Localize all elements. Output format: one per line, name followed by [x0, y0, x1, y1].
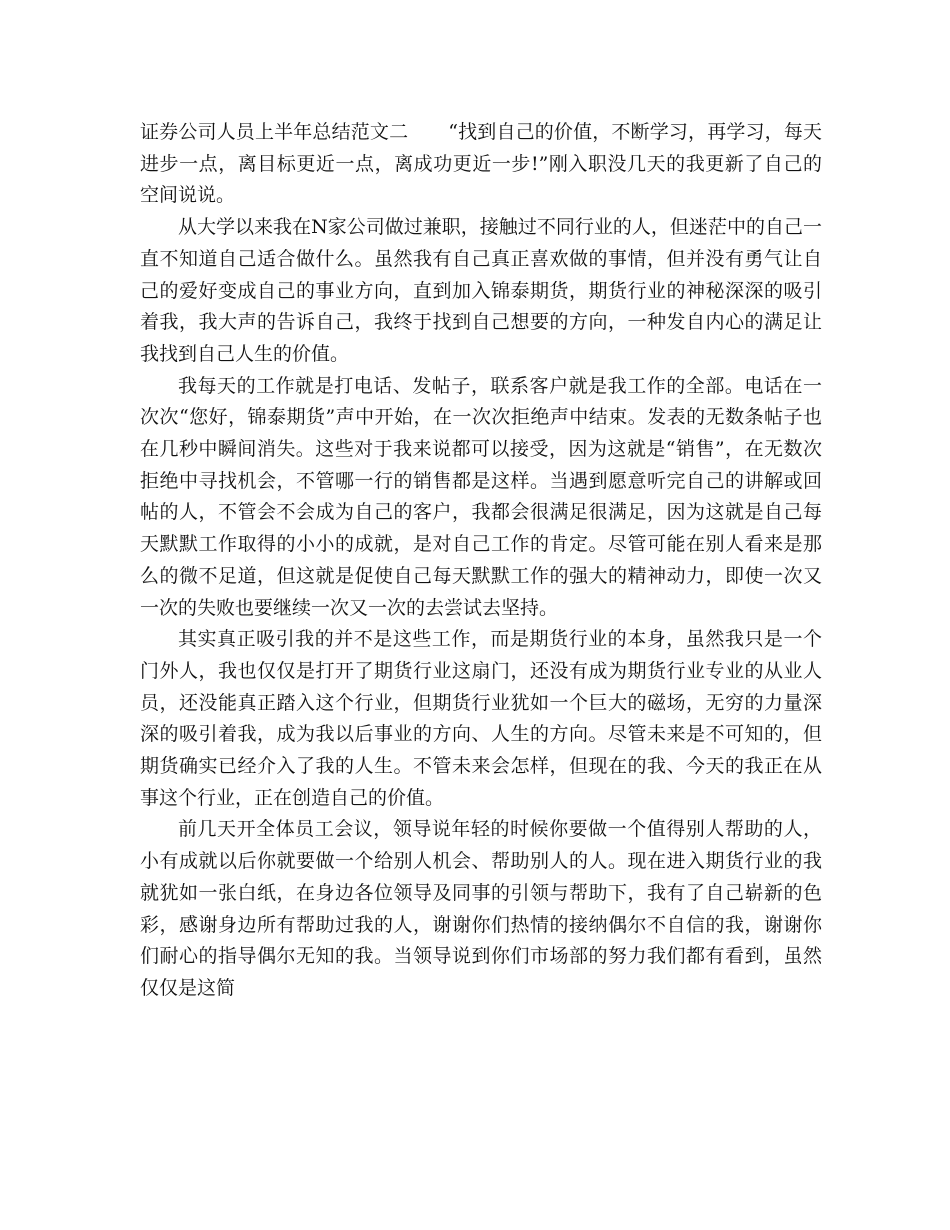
- paragraph-1-text: “找到自己的价值，不断学习，再学习，每天进步一点，离目标更近一点，离成功更近一步!”刚入职没几天的我更新了自己的空间说说。: [140, 121, 822, 207]
- document-title: 证券公司人员上半年总结范文二: [140, 121, 409, 143]
- paragraph-2: 从大学以来我在N家公司做过兼职，接触过不同行业的人，但迷茫中的自己一直不知道自己适合做什么。虽然我有自己真正喜欢做的事情，但并没有勇气让自己的爱好变成自己的事业方向，直到加入锦泰期货，期货行业的神秘深深的吸引着我，我大声的告诉自己，我终于找到自己想要的方向，一种发自内心的满足让我找到自己人生的价值。: [140, 216, 822, 365]
- opening-paragraph: [140, 117, 822, 212]
- paragraph-3: 我每天的工作就是打电话、发帖子，联系客户就是我工作的全部。电话在一次次“您好，锦泰期货”声中开始，在一次次拒绝声中结束。发表的无数条帖子也在几秒中瞬间消失。这些对于我来说都可以接受，因为这就是“销售”，在无数次拒绝中寻找机会，不管哪一行的销售都是这样。当遇到愿意听完自己的讲解或回帖的人，不管会不会成为自己的客户，我都会很满足很满足，因为这就是自己每天默默工作取得的小小的成就，是对自己工作的肯定。尽管可能在别人看来是那么的微不足道，但这就是促使自己每天默默工作的强大的精神动力，即使一次又一次的失败也要继续一次又一次的去尝试去坚持。: [140, 374, 822, 619]
- document-body: [140, 117, 822, 1005]
- paragraph-5: 前几天开全体员工会议，领导说年轻的时候你要做一个值得别人帮助的人，小有成就以后你就要做一个给别人机会、帮助别人的人。现在进入期货行业的我就犹如一张白纸，在身边各位领导及同事的引领与帮助下，我有了自己崭新的色彩，感谢身边所有帮助过我的人，谢谢你们热情的接纳偶尔不自信的我，谢谢你们耐心的指导偶尔无知的我。当领导说到你们市场部的努力我们都有看到，虽然仅仅是这简: [140, 818, 822, 999]
- paragraph-4: 其实真正吸引我的并不是这些工作，而是期货行业的本身，虽然我只是一个门外人，我也仅仅是打开了期货行业这扇门，还没有成为期货行业专业的从业人员，还没能真正踏入这个行业，但期货行业犹如一个巨大的磁场，无穷的力量深深的吸引着我，成为我以后事业的方向、人生的方向。尽管未来是不可知的，但期货确实已经介入了我的人生。不管未来会怎样，但现在的我、今天的我正在从事这个行业，正在创造自己的价值。: [140, 628, 822, 809]
